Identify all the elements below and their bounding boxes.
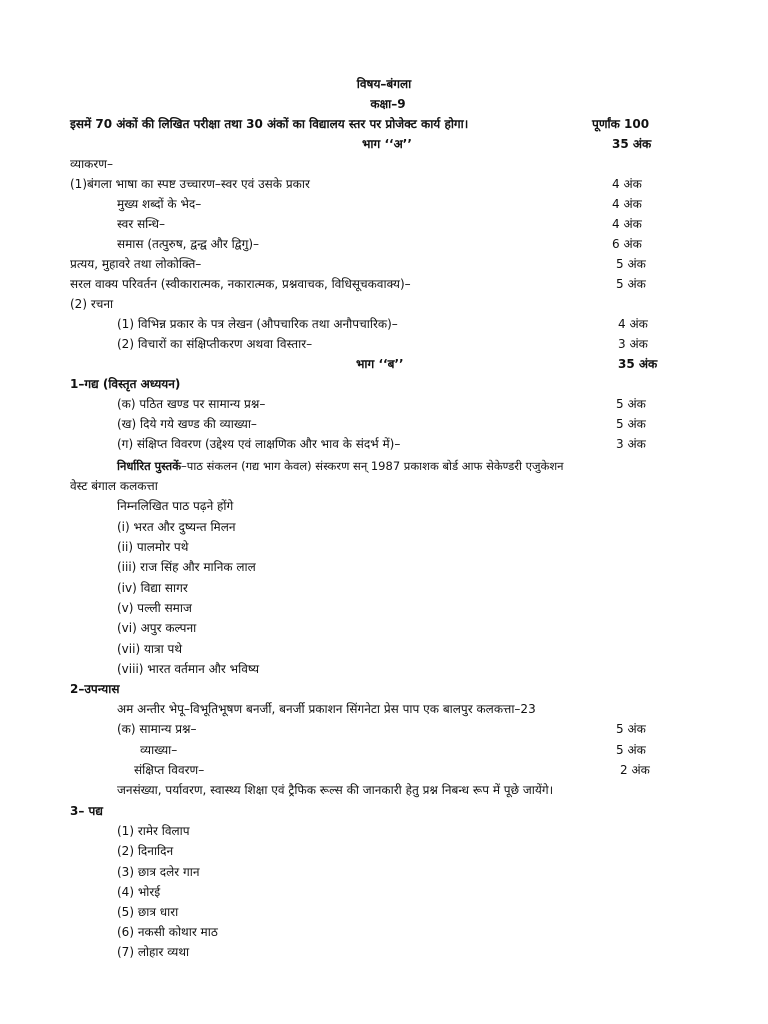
marks-value: 5 अंक [616,722,646,736]
composition-heading: (2) रचना [70,297,114,311]
novel-line: अम अन्तीर भेपू–विभूतिभूषण बनर्जी, बनर्जी प्रकाशन सिंगनेटा प्रेस पाप एक बालपुर कलकत्ता–23 [117,702,536,716]
marks-value: 4 अंक [612,197,642,211]
subject-title: विषय–बंगला [356,77,412,91]
marks-value: 5 अंक [616,417,646,431]
prose-heading: 1–गद्य (विस्तृत अध्ययन) [70,377,181,391]
poem-item: (3) छात्र दलेर गान [117,865,200,879]
poem-item: (1) रामेर विलाप [117,824,190,838]
prescribed-books-text: –पाठ संकलन (गद्य भाग केवल) संस्करण सन् 1987 प्रकाशक बोर्ड आफ सेकेण्डरी एजुकेशन [181,459,564,473]
prescribed-books-publisher: वेस्ट बंगाल कलकत्ता [70,479,158,493]
list-item: (ख) दिये गये खण्ड की व्याख्या– [117,417,257,431]
marks-value: 5 अंक [616,743,646,757]
list-item: सरल वाक्य परिवर्तन (स्वीकारात्मक, नकारात्मक, प्रश्नवाचक, विधिसूचकवाक्य)– [70,277,411,291]
prescribed-books-line [117,458,695,474]
part-a-title: भाग ‘‘अ’’ [362,137,412,151]
full-marks: पूर्णांक 100 [592,117,650,131]
list-item: (क) सामान्य प्रश्न– [117,722,197,736]
list-item: व्याख्या– [140,743,178,757]
lesson-item: (i) भरत और दुष्यन्त मिलन [117,520,236,534]
list-item: (1) विभिन्न प्रकार के पत्र लेखन (औपचारिक तथा अनौपचारिक)– [117,317,398,331]
class-title: कक्षा–9 [370,97,406,111]
lesson-item: (vi) अपुर कल्पना [117,621,197,635]
marks-value: 4 अंक [612,217,642,231]
poem-item: (5) छात्र धारा [117,905,179,919]
novel-heading: 2–उपन्यास [70,682,120,696]
list-item: प्रत्यय, मुहावरे तथा लोकोक्ति– [70,257,202,271]
marks-value: 3 अंक [618,337,648,351]
list-item: (ग) संक्षिप्त विवरण (उद्देश्य एवं लाक्षणिक और भाव के संदर्भ में)– [117,437,401,451]
list-item: (2) विचारों का संक्षिप्तीकरण अथवा विस्तार– [117,337,313,351]
list-item: समास (तत्पुरुष, द्वन्द्व और द्विगु)– [117,237,260,251]
poem-item: (4) भोरई [117,885,161,899]
lesson-item: (vii) यात्रा पथे [117,642,183,656]
part-a-marks: 35 अंक [612,137,652,151]
list-item: स्वर सन्धि– [117,217,165,231]
poem-item: (6) नकसी कोथार माठ [117,925,218,939]
poem-item: (7) लोहार व्यथा [117,945,190,959]
exam-intro: इसमें 70 अंकों की लिखित परीक्षा तथा 30 अंकों का विद्यालय स्तर पर प्रोजेक्ट कार्य होगा। [70,117,469,131]
part-b-marks: 35 अंक [618,357,658,371]
marks-value: 5 अंक [616,277,646,291]
lesson-item: (iv) विद्या सागर [117,581,188,595]
list-item: संक्षिप्त विवरण– [134,763,205,777]
marks-value: 5 अंक [616,257,646,271]
poetry-heading: 3– पद्य [70,804,103,818]
lesson-item: (v) पल्ली समाज [117,601,192,615]
marks-value: 6 अंक [612,237,642,251]
lesson-item: (ii) पालमोर पथे [117,540,189,554]
marks-value: 2 अंक [620,763,650,777]
list-item: (1)बंगला भाषा का स्पष्ट उच्चारण–स्वर एवं उसके प्रकार [70,177,310,191]
part-b-title: भाग ‘‘ब’’ [356,357,404,371]
list-item: (क) पठित खण्ड पर सामान्य प्रश्न– [117,397,266,411]
marks-value: 5 अंक [616,397,646,411]
list-item: मुख्य शब्दों के भेद– [117,197,202,211]
lesson-item: (iii) राज सिंह और मानिक लाल [117,560,256,574]
marks-value: 4 अंक [618,317,648,331]
poem-item: (2) दिनादिन [117,844,174,858]
grammar-heading: व्याकरण– [70,157,113,171]
lesson-item: (viii) भारत वर्तमान और भविष्य [117,662,260,676]
marks-value: 3 अंक [616,437,646,451]
lessons-intro: निम्नलिखित पाठ पढ़ने होंगे [117,499,234,513]
marks-value: 4 अंक [612,177,642,191]
prescribed-books-label: निर्धारित पुस्तकें [117,459,182,473]
novel-note: जनसंख्या, पर्यावरण, स्वास्थ्य शिक्षा एवं ट्रैफिक रूल्स की जानकारी हेतु प्रश्न निबन्ध रूप में पूछे जायेंगे। [117,783,554,797]
